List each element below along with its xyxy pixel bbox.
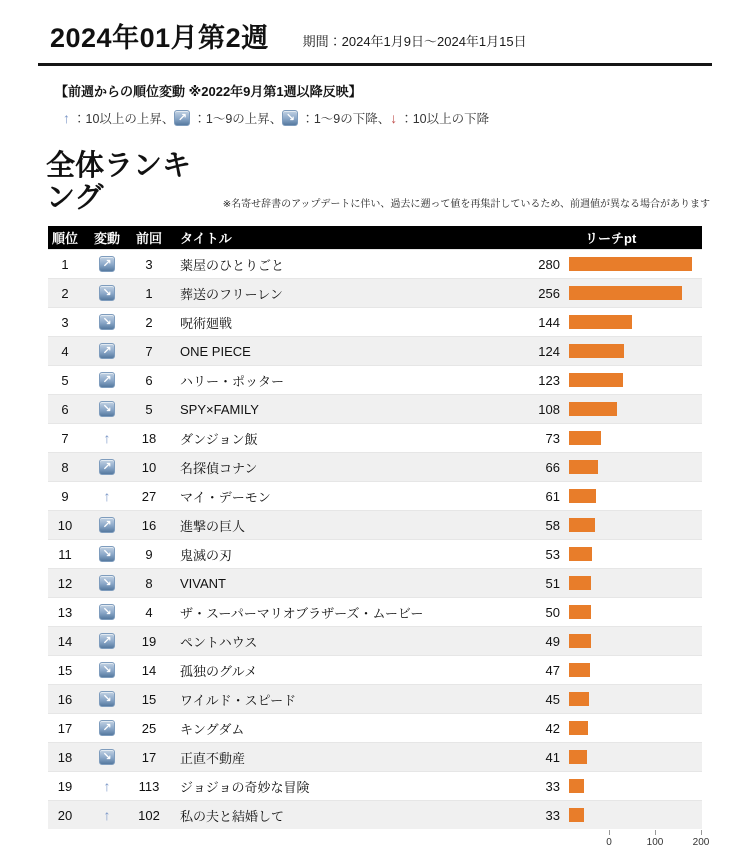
axis-tick-label: 200 xyxy=(692,837,710,849)
previous-rank-value: 27 xyxy=(141,488,157,504)
rank-value: 18 xyxy=(57,749,73,765)
rank-value: 15 xyxy=(57,662,73,678)
previous-rank-value: 2 xyxy=(145,314,153,330)
title-label: 鬼滅の刃 xyxy=(180,547,233,563)
legend-title: 【前週からの順位変動 ※2022年9月第1週以降反映】 xyxy=(55,84,362,100)
legend-item xyxy=(63,109,174,127)
rank-up-small-icon: ↗ xyxy=(174,110,190,126)
legend-item xyxy=(174,109,282,127)
header-previous: 前回 xyxy=(135,231,162,247)
reach-bar xyxy=(569,257,692,271)
bar-cell xyxy=(562,721,702,735)
reach-value: 256 xyxy=(538,285,560,301)
previous-rank-value: 7 xyxy=(145,343,153,359)
title-label: マイ・デーモン xyxy=(180,489,271,505)
rank-up-big-icon: ↑ xyxy=(103,778,111,795)
bar-cell xyxy=(562,431,702,445)
bar-cell xyxy=(562,518,702,532)
legend-item xyxy=(390,109,489,127)
reach-value: 51 xyxy=(545,575,560,591)
rank-down-small-icon: ↘ xyxy=(282,110,298,126)
rank-value: 9 xyxy=(61,488,69,504)
rank-up-big-icon: ↑ xyxy=(63,110,70,127)
bar-cell xyxy=(562,257,702,271)
reach-value: 144 xyxy=(538,314,560,330)
previous-rank-value: 18 xyxy=(141,430,157,446)
legend-item-label: ：10以上の上昇、 xyxy=(73,112,175,127)
change-cell xyxy=(82,546,132,562)
previous-rank-value: 14 xyxy=(141,662,157,678)
rank-value: 20 xyxy=(57,807,73,823)
table-row xyxy=(48,394,702,423)
header-title: タイトル xyxy=(180,231,232,247)
bar-cell xyxy=(562,634,702,648)
header-divider xyxy=(38,63,712,66)
bar-cell xyxy=(562,344,702,358)
change-cell xyxy=(82,314,132,330)
rank-up-small-icon: ↗ xyxy=(99,372,115,388)
change-cell xyxy=(82,749,132,765)
table-row xyxy=(48,539,702,568)
table-row xyxy=(48,336,702,365)
rank-value: 1 xyxy=(61,256,69,272)
reach-bar xyxy=(569,315,632,329)
previous-rank-value: 113 xyxy=(138,778,160,794)
reach-bar xyxy=(569,547,592,561)
axis-tick-label: 100 xyxy=(646,837,664,849)
title-label: VIVANT xyxy=(180,575,226,591)
title-label: 薬屋のひとりごと xyxy=(180,257,285,273)
x-axis xyxy=(606,829,710,850)
reach-value: 61 xyxy=(545,488,560,504)
rank-up-small-icon: ↗ xyxy=(99,256,115,272)
previous-rank-value: 15 xyxy=(141,691,157,707)
previous-rank-value: 4 xyxy=(145,604,153,620)
previous-rank-value: 19 xyxy=(141,633,157,649)
reach-bar xyxy=(569,344,624,358)
reach-value: 124 xyxy=(538,343,560,359)
rank-value: 16 xyxy=(57,691,73,707)
bar-cell xyxy=(562,779,702,793)
reach-bar xyxy=(569,518,595,532)
rank-value: 10 xyxy=(57,517,73,533)
title-label: 私の夫と結婚して xyxy=(180,808,285,824)
table-row xyxy=(48,771,702,800)
change-cell xyxy=(82,401,132,417)
title-label: 孤独のグルメ xyxy=(180,663,258,679)
reach-bar xyxy=(569,576,591,590)
table-row xyxy=(48,307,702,336)
bar-cell xyxy=(562,605,702,619)
bar-cell xyxy=(562,576,702,590)
section-title: 全体ランキング xyxy=(46,150,192,215)
legend-item-label: ：1～9の下降、 xyxy=(301,112,391,127)
table-row xyxy=(48,684,702,713)
legend-item xyxy=(282,109,390,127)
change-cell xyxy=(82,372,132,388)
bar-cell xyxy=(562,663,702,677)
title-label: ONE PIECE xyxy=(180,343,251,359)
reach-value: 49 xyxy=(545,633,560,649)
title-label: ダンジョン飯 xyxy=(180,431,258,447)
rank-value: 12 xyxy=(57,575,73,591)
reach-bar xyxy=(569,808,584,822)
reach-value: 66 xyxy=(545,459,560,475)
rank-value: 7 xyxy=(61,430,69,446)
rank-value: 2 xyxy=(61,285,69,301)
reach-value: 280 xyxy=(538,256,560,272)
rank-down-small-icon: ↘ xyxy=(99,604,115,620)
table-row xyxy=(48,510,702,539)
rank-value: 17 xyxy=(57,720,73,736)
reach-value: 33 xyxy=(545,807,560,823)
header-rank: 順位 xyxy=(51,231,78,247)
table-row xyxy=(48,800,702,829)
axis-tick xyxy=(609,830,610,835)
reach-value: 58 xyxy=(545,517,560,533)
table-row xyxy=(48,742,702,771)
rank-up-small-icon: ↗ xyxy=(99,720,115,736)
title-label: ザ・スーパーマリオブラザーズ・ムービー xyxy=(180,605,424,621)
previous-rank-value: 10 xyxy=(141,459,157,475)
title-label: ペントハウス xyxy=(180,634,258,650)
change-cell xyxy=(82,256,132,272)
previous-rank-value: 17 xyxy=(141,749,157,765)
previous-rank-value: 25 xyxy=(141,720,157,736)
change-cell xyxy=(82,431,132,445)
previous-rank-value: 3 xyxy=(145,256,153,272)
table-row xyxy=(48,655,702,684)
rank-down-small-icon: ↘ xyxy=(99,662,115,678)
axis-tick-label: 0 xyxy=(606,837,612,849)
change-cell xyxy=(82,633,132,649)
table-row xyxy=(48,452,702,481)
change-cell xyxy=(82,779,132,793)
bar-cell xyxy=(562,286,702,300)
change-cell xyxy=(82,575,132,591)
rank-change-legend xyxy=(55,81,750,127)
table-body xyxy=(48,249,702,829)
reach-value: 45 xyxy=(545,691,560,707)
rank-up-big-icon: ↑ xyxy=(103,488,111,505)
title-label: SPY×FAMILY xyxy=(180,401,259,417)
change-cell xyxy=(82,662,132,678)
table-row xyxy=(48,481,702,510)
page-header xyxy=(50,22,710,54)
page-title: 2024年01月第2週 xyxy=(50,23,269,53)
reach-bar xyxy=(569,489,596,503)
change-cell xyxy=(82,691,132,707)
rank-down-small-icon: ↘ xyxy=(99,546,115,562)
title-label: 名探偵コナン xyxy=(180,460,258,476)
reach-bar xyxy=(569,721,588,735)
title-label: キングダム xyxy=(180,721,245,737)
title-label: 進撃の巨人 xyxy=(180,518,246,534)
reach-bar xyxy=(569,402,617,416)
rank-down-small-icon: ↘ xyxy=(99,749,115,765)
rank-down-small-icon: ↘ xyxy=(99,401,115,417)
reach-value: 41 xyxy=(545,749,560,765)
legend-item-label: ：10以上の下降 xyxy=(400,112,490,127)
legend-item-label: ：1～9の上昇、 xyxy=(193,112,283,127)
reach-value: 33 xyxy=(545,778,560,794)
rank-down-big-icon: ↓ xyxy=(390,110,398,127)
rank-up-small-icon: ↗ xyxy=(99,343,115,359)
table-row xyxy=(48,568,702,597)
reach-bar xyxy=(569,663,590,677)
rank-up-small-icon: ↗ xyxy=(99,633,115,649)
reach-bar xyxy=(569,373,623,387)
previous-rank-value: 6 xyxy=(145,372,153,388)
rank-value: 4 xyxy=(61,343,69,359)
header-change: 変動 xyxy=(93,231,120,247)
table-header-row xyxy=(48,226,702,249)
bar-cell xyxy=(562,489,702,503)
change-cell xyxy=(82,343,132,359)
bar-cell xyxy=(562,547,702,561)
reach-value: 73 xyxy=(545,430,560,446)
table-row xyxy=(48,626,702,655)
reach-bar xyxy=(569,431,601,445)
change-cell xyxy=(82,720,132,736)
table-row xyxy=(48,423,702,452)
rank-down-small-icon: ↘ xyxy=(99,285,115,301)
rank-up-big-icon: ↑ xyxy=(103,430,111,447)
table-row xyxy=(48,278,702,307)
change-cell xyxy=(82,808,132,822)
bar-cell xyxy=(562,692,702,706)
table-row xyxy=(48,597,702,626)
rank-value: 5 xyxy=(61,372,69,388)
change-cell xyxy=(82,517,132,533)
previous-rank-value: 1 xyxy=(145,285,153,301)
axis-tick xyxy=(655,830,656,835)
reach-bar xyxy=(569,460,598,474)
bar-cell xyxy=(562,808,702,822)
title-label: ワイルド・スピード xyxy=(180,692,297,708)
rank-value: 3 xyxy=(61,314,69,330)
reach-value: 123 xyxy=(538,372,560,388)
axis-tick xyxy=(701,830,702,835)
previous-rank-value: 9 xyxy=(145,546,153,562)
reach-bar xyxy=(569,634,591,648)
change-cell xyxy=(82,285,132,301)
reach-value: 53 xyxy=(545,546,560,562)
reach-bar xyxy=(569,605,591,619)
bar-cell xyxy=(562,315,702,329)
title-label: 正直不動産 xyxy=(180,750,246,766)
reach-value: 108 xyxy=(538,401,560,417)
reach-value: 50 xyxy=(545,604,560,620)
rank-value: 13 xyxy=(57,604,73,620)
section-note: ※名寄せ辞書のアップデートに伴い、過去に遡って値を再集計しているため、前週値が異なる場合があります xyxy=(222,199,710,211)
bar-cell xyxy=(562,460,702,474)
rank-value: 11 xyxy=(58,546,72,562)
rank-value: 8 xyxy=(61,459,69,475)
rank-up-big-icon: ↑ xyxy=(103,807,111,824)
previous-rank-value: 8 xyxy=(145,575,153,591)
change-cell xyxy=(82,489,132,503)
rank-up-small-icon: ↗ xyxy=(99,517,115,533)
change-cell xyxy=(82,459,132,475)
period-label: 期間：2024年1月9日～2024年1月15日 xyxy=(302,34,527,50)
change-cell xyxy=(82,604,132,620)
table-row xyxy=(48,713,702,742)
bar-cell xyxy=(562,750,702,764)
reach-bar xyxy=(569,750,587,764)
rank-up-small-icon: ↗ xyxy=(99,459,115,475)
reach-value: 47 xyxy=(545,662,560,678)
section-header xyxy=(46,151,710,215)
rank-value: 14 xyxy=(57,633,73,649)
title-label: 呪術廻戦 xyxy=(180,315,233,331)
title-label: ハリー・ポッター xyxy=(180,373,285,389)
rank-value: 19 xyxy=(57,778,73,794)
reach-bar xyxy=(569,779,584,793)
header-reach: リーチpt xyxy=(585,231,637,247)
table-row xyxy=(48,365,702,394)
previous-rank-value: 102 xyxy=(138,807,160,823)
reach-bar xyxy=(569,286,682,300)
rank-value: 6 xyxy=(61,401,69,417)
previous-rank-value: 5 xyxy=(145,401,153,417)
reach-bar xyxy=(569,692,589,706)
rank-down-small-icon: ↘ xyxy=(99,575,115,591)
ranking-table xyxy=(48,226,710,850)
bar-cell xyxy=(562,373,702,387)
previous-rank-value: 16 xyxy=(141,517,157,533)
title-label: 葬送のフリーレン xyxy=(180,286,283,302)
reach-value: 42 xyxy=(545,720,560,736)
title-label: ジョジョの奇妙な冒険 xyxy=(180,779,310,795)
bar-cell xyxy=(562,402,702,416)
rank-down-small-icon: ↘ xyxy=(99,314,115,330)
rank-down-small-icon: ↘ xyxy=(99,691,115,707)
table-row xyxy=(48,249,702,278)
legend-items xyxy=(63,109,750,127)
